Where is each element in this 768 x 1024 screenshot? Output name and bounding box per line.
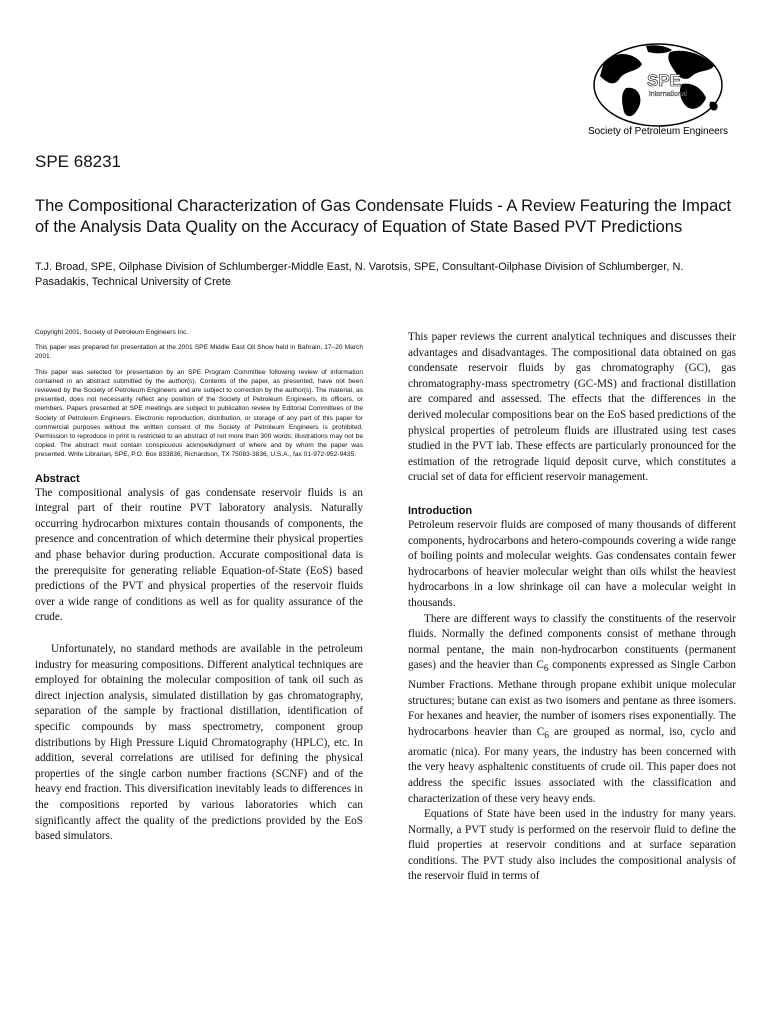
copyright-notice: Copyright 2001, Society of Petroleum Engineers Inc. [35,329,189,336]
intro-p2-part-a: There are different ways to classify the constituents of the reservoir fluids. Normally the defined components consist of methane through normal pentane, the main non-hydrocarbon constituents (permanent gases) and the heavier than C [408,612,736,672]
subscript-6: 6 [544,731,549,742]
abstract-heading: Abstract [35,472,80,485]
left-column [35,328,363,845]
logo-mark: SPE [646,71,682,90]
intro-p2-part-b: components expressed as Single Carbon Number Fractions. Methane through propane exhibit unique molecular structures; butane can exist as two isomers and pentane as three isomers. For hexanes and heavier, the number of isomers rises exponentially. The hydrocarbons heavier than C [408,659,736,738]
intro-p2-part-c: are grouped as normal, iso, cyclo and aromatic (nica). For many years, the industry has been concerned with the very heavy asphaltenic constituents of crude oil. This paper does not address the specific issues associated with the classification and characterization of these very heavy ends. [408,725,736,805]
paper-number: SPE 68231 [35,152,122,171]
paper-title: The Compositional Characterization of Gas Condensate Fluids - A Review Featuring the Impact of the Analysis Data Quality on the Accuracy of Equation of State Based PVT Predictions [35,197,732,236]
abstract-paragraph-1: The compositional analysis of gas condensate reservoir fluids is an integral part of their routine PVT laboratory analysis. Naturally occurring hydrocarbon mixtures contain thousands of components, the presence and concentration of which determine their physical properties and phase behavior during production. Accurate compositional data is the prerequisite for generating reliable Equation-of-State (EoS) based predictions of the PVT and physical properties of the reservoir fluids over a wide range of conditions as well as for quality assurance of the crude. [35,486,363,624]
presentation-notice: This paper was prepared for presentation at the 2001 SPE Middle East Oil Show held in Bahrain, 17–20 March 2001. [35,344,363,361]
globe-icon [586,42,730,128]
abstract-paragraph-3: This paper reviews the current analytical techniques and discusses their advantages and disadvantages. The compositional data obtained on gas condensate reservoir fluids by gas chromatography (GC), gas chromatography-mass spectrometry (GC-MS) and fractional distillation are compared and assessed. The effects that the differences in the derived molecular compositions bear on the EoS based predictions of the physical properties of petroleum fluids are illustrated using test cases studied in the PVT lab. These effects are particularly pronounced for the estimation of the retrograde liquid deposit curve, which constitutes a crucial set of data for efficient reservoir management. [408,331,736,484]
introduction-paragraph-3: Equations of State have been used in the industry for many years. Normally, a PVT study is performed on the reservoir fluid to define the fluid properties at reservoir conditions and at surface separation conditions. The PVT study also includes the compositional analysis of the reservoir fluid in terms of [408,808,736,883]
subscript-6: 6 [543,664,549,675]
logo-sub: International [648,91,688,98]
introduction-heading: Introduction [408,504,473,517]
authors: T.J. Broad, SPE, Oilphase Division of Schlumberger-Middle East, N. Varotsis, SPE, Consultant-Oilphase Division of Schlumberger, N. Pasadakis, Technical University of Crete [35,261,684,288]
right-column [408,330,736,885]
logo-organization: Society of Petroleum Engineers [587,126,729,137]
introduction-paragraph-1: Petroleum reservoir fluids are composed of many thousands of different components, hydrocarbons and hetero-compounds covering a wide range of boiling points and molecular weights. Gas condensates contain fewer hydrocarbons of heavier molecular weight than oils whilst the heaviest hydrocarbons in a low shrinkage oil can have a molecular weight in thousands. [408,518,736,609]
selection-notice: This paper was selected for presentation by an SPE Program Committee following review of information contained in an abstract submitted by the author(s). Contents of the paper, as presented, have not been reviewed by the Society of Petroleum Engineers and are subject to correction by the author(s). The material, as presented, does not necessarily reflect any position of the Society of Petroleum Engineers, its officers, or members. Papers presented at SPE meetings are subject to publication review by Editorial Committees of the Society of Petroleum Engineers. Electronic reproduction, distribution, or storage of any part of this paper for commercial purposes without the written consent of the Society of Petroleum Engineers is prohibited. Permission to reproduce in print is restricted to an abstract of not more than 300 words; illustrations may not be copied. The abstract must contain conspicuous acknowledgment of where and by whom the paper was presented. Write Librarian, SPE, P.O. Box 833836, Richardson, TX 75083-3836, U.S.A., fax 01-972-952-9435. [35,368,363,459]
introduction-paragraph-2 [408,612,736,808]
abstract-paragraph-2: Unfortunately, no standard methods are available in the petroleum industry for measuring compositions. Different analytical techniques are employed for obtaining the molecular composition of tank oil such as direct injection analysis, simulated distillation by gas chromatography, separation of the sample by fractional distillation, identification of specific compounds by mass spectrometry, component group distributions by High Pressure Liquid Chromatography (HPLC), etc. In addition, several correlations are utilised for defining the physical properties of the single carbon number fractions (SCNF) and of the heavy end fraction. This diversification inevitably leads to differences in the compositions reported by various laboratories which can significantly affect the quality of the predictions provided by the EoS based simulators. [35,642,363,843]
spe-logo [578,42,738,150]
